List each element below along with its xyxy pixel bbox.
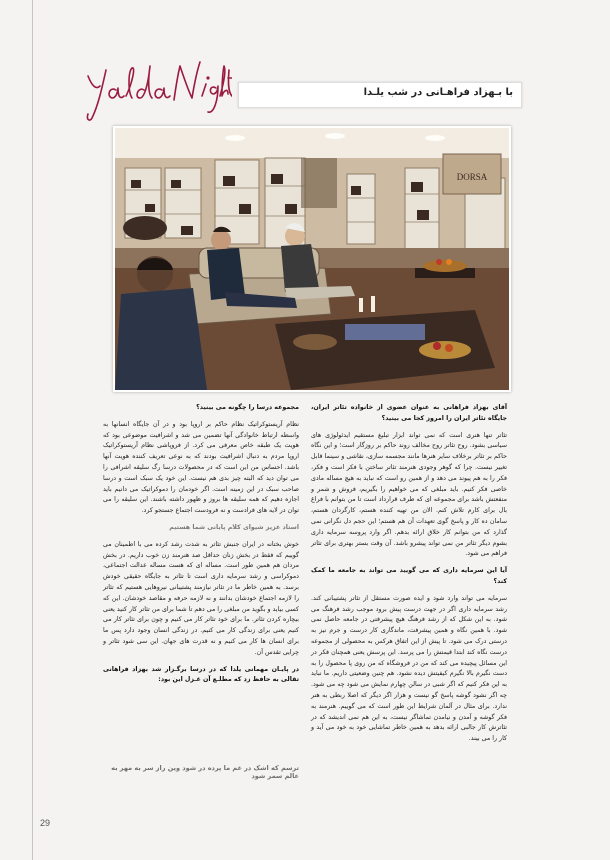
interview-answer: نظام آریستوکراتیک نظام حاکم بر اروپا بود و در آن جایگاه انسانها به واسطه ارتباط خانوادگی آنها تضمین می شد و اشرافیت موضوعی بود که هویت یک طبقه خاص معرفی می کرد. از فروپاشی نظام آریستوکراتیک اروپا مردم به دنبال اشرافیت بودند که به نوعی تعریف کننده هویت آنها باشد. احساس من این است که در محصولات درسا رگ سلیقه اشرافی را می توان دید که البته چیز بدی هم نیست. این خود یک سبک است و درسا صاحب سبک در این زمینه است. اگر خودمان را دموکراتیک می دانیم باید اجازه دهیم که همه سلیقه ها بروز و ظهور داشته باشند. این سلیقه را می توان در لایه های فرادست و نه فرودست اجتماع جستجو کرد. bbox=[103, 420, 299, 515]
interview-answer: تئاتر تنها هنری است که نمی تواند ابزار تبلیغ مستقیم ایدئولوژی های سیاسی بشود. روح تئاتر روح مخالف روند حاکم بر روزگار است؛ و این نگاه حاکم بر تئاتر برخلاف سایر هنرها مانند مجسمه سازی، نقاشی و سینما قابل تغییر نیست. چرا که گوهر وجودی هنرمند تئاتر ساختن با فکر است و فکر، فکر را به هم پیوند می دهد و از همین رو است که نباید به هیچ مساله مادی خاصی فکر کنیم. باید مبلغی که می خواهیم را بگیریم، فروش و شمر و منفعتش باشد برای مجموعه ای که طرف قرارداد است تا من بتوانم با فراغ بال برای کارم تلاش کنم. الان من تهیه کننده هستم، کارگردان هستم، سامان ده کار و پاسخ گوی تعهدات آن هم هستم؛ این حجم دل نگرانی نمی گذارد که من بتوانم کار خلاق ارائه بدهم. اگر وارد پروسه سرمایه داری بشوم دیگر تئاتر من نمی تواند پیشرو باشد. آن وقت بستر بهتری برای تئاتر فراهم می شود. bbox=[311, 431, 507, 558]
article-title-bar bbox=[238, 82, 522, 108]
closing-paragraph: در پایـان مهمانی یلدا که در درسا برگـزار شد بهزاد فراهانی تقالی به حافظ زد که مطلـع آن غـزل این بود: bbox=[103, 665, 299, 684]
interview-answer: سرمایه می تواند وارد شود و ایده صورت مستقل از تئاتر پشتیبانی کند. رشد سرمایه داری اگر در جهت درست پیش برود موجب رشد فرهنگ می شود. به این شکل که از رشد فرهنگ هیچ پیشرفتی در جامعه حاصل نمی شود. با همین نگاه و همین پیشرفت، ماندگاری کار درست و جرم نیز به درستی درک می شود. تا پیش از این اتفاق هرکس به محصولی از مجموعه درست نگاه کند ابتدا قیمتش را می پرسد. این پرسش یعنی همچنان فکر در این مسائل پیچیده می کند که من در فروشگاه که من روی پا محصول را به دست نگیرم بالا نگیرم کیفیتش دیده نشود. هم چنین وضعیتی داریم. ما نباید به این فکر کنیم که اگر شبی در سالن چهارم نمایش می شود چه می شود. چه اگر نشود گوشه پاسخ گو نیست و هزار اگر دیگر که اصلا ربطی به هنر ندارد. برای مثال در آلمان شرایط این طور است که می گوییم. هنرمند به فکر گوشه و آمدن و نیامدن تماشاگر نیست، به این هم نمی اندیشد که در تئاترش کار جالبی ارائه بدهد به همین خاطر تماشایی خود به خود می آید و کار را می بیند. bbox=[311, 594, 507, 743]
store-sign: DORSA bbox=[456, 172, 488, 182]
interview-question: مجموعه درسا را چگونه می بینید؟ bbox=[196, 404, 299, 411]
section-subhead: استاد عزیز شیوای کلام پایانی شما هستیم bbox=[169, 523, 299, 531]
interview-answer: خوش بختانه در ایران جنبش تئاتر به شدت رشد کرده می با اطمینان می گوییم که فقط در بخش زنان حداقل صد هنرمند زن خوب داریم. در بخش مردان هم همین طور است. مساله ای که هست مساله عدالت اجتماعی، دموکراسی و رشد سرمایه داری است تا تئاتر به جایگاه حقیقی خودش برسد. به همین خاطر ما در تئاتر نیازمند پشتیبانی نیروهایی هستیم که تئاتر را لازمه اجتماع خودشان بدانند و نه لازمه حرفه و مقاصد خودشان. این که کسی بیاید و بگوید من مبلغی را می دهم تا شما برای من تئاتر کار کنید یعنی بیچاره کردن تئاتر. ما برای خود تئاتر کار می کنیم و چون برای تئاتر کار می کنیم یعنی برای زندگی کار می کنیم. در زندگی انسان وجود دارد پس ما برای انسان ها کار می کنیم و نه قدرت های جهان. این سی شود تئاتر و چرایی تقدس آن. bbox=[102, 540, 299, 656]
article-column-right bbox=[311, 403, 507, 751]
article-title: با بـهزاد فراهـانی در شب یلـدا bbox=[363, 87, 513, 98]
interview-question: آیا این سرمایه داری که می گویید می تواند به جامعه ما کمک کند؟ bbox=[311, 567, 507, 585]
interview-photo bbox=[113, 126, 511, 392]
hafez-poem-line: ترسم که اشک در غم ما پرده در شود وین راز سر به مهر به عالم سمر شود bbox=[111, 764, 299, 780]
article-column-left bbox=[103, 403, 299, 692]
interview-question: آقای بهزاد فراهانی به عنوان عضوی از خانواده تئاتر ایران، جایگاه تئاتر ایران را امروز کجا می بینید؟ bbox=[311, 404, 507, 422]
yalda-night-script-title bbox=[82, 56, 232, 126]
page-margin-line bbox=[32, 0, 33, 860]
page-number: 29 bbox=[40, 818, 51, 828]
